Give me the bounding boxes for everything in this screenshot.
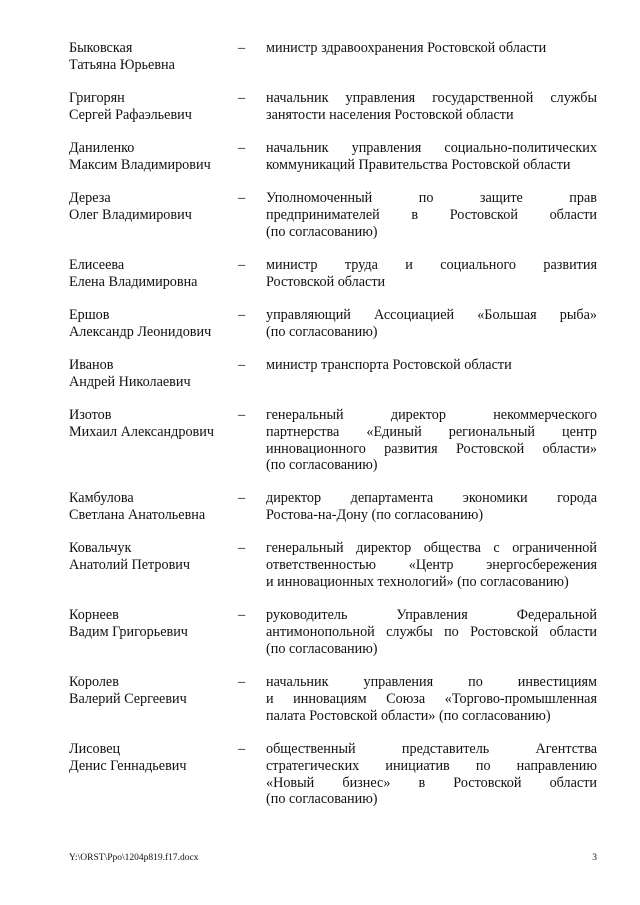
member-name <box>69 407 238 441</box>
member-role <box>266 140 597 174</box>
role-line: и инновационных технологий» (по согласованию) <box>266 573 569 590</box>
entry-dash: – <box>238 490 246 506</box>
role-line: руководитель Управления Федеральной <box>266 607 597 623</box>
role-line: палата Ростовской области» (по согласованию) <box>266 707 551 724</box>
entry-dash: – <box>238 674 246 690</box>
role-line: генеральный директор общества с ограниченной <box>266 540 597 556</box>
member-given-names: Андрей Николаевич <box>69 373 191 390</box>
member-given-names: Татьяна Юрьевна <box>69 56 175 73</box>
role-line: министр труда и социального развития <box>266 257 597 273</box>
member-surname: Ковальчук <box>69 540 132 556</box>
member-given-names: Денис Геннадьевич <box>69 757 187 774</box>
footer-file-path: Y:\ORST\Ppo\1204p819.f17.docx <box>69 853 199 863</box>
member-role <box>266 540 597 590</box>
member-given-names: Олег Владимирович <box>69 206 192 223</box>
entry-dash: – <box>238 407 246 423</box>
member-entry <box>69 90 597 124</box>
entry-dash: – <box>238 607 246 623</box>
role-line: (по согласованию) <box>266 640 378 657</box>
member-entry <box>69 140 597 174</box>
member-name <box>69 257 238 291</box>
role-line: инновационного развития Ростовской области» <box>266 440 597 457</box>
entry-dash: – <box>238 357 246 373</box>
role-line: министр транспорта Ростовской области <box>266 357 512 373</box>
member-entry <box>69 607 597 657</box>
member-surname: Лисовец <box>69 741 121 757</box>
role-line: начальник управления социально-политических <box>266 140 597 156</box>
member-entry <box>69 407 597 474</box>
member-role <box>266 407 597 474</box>
entry-dash: – <box>238 190 246 206</box>
role-line: и инновациям Союза «Торгово-промышленная <box>266 690 597 707</box>
role-line: Ростовской области <box>266 273 386 290</box>
role-line: начальник управления государственной службы <box>266 90 597 106</box>
page-footer <box>69 853 597 864</box>
member-role <box>266 40 597 57</box>
member-entry <box>69 190 597 240</box>
member-given-names: Светлана Анатольевна <box>69 506 206 523</box>
member-role <box>266 674 597 724</box>
member-entry <box>69 490 597 524</box>
member-name <box>69 607 238 641</box>
role-line: (по согласованию) <box>266 457 378 474</box>
role-line: коммуникаций Правительства Ростовской области <box>266 156 571 173</box>
member-given-names: Александр Леонидович <box>69 323 212 340</box>
role-line: ответственностью «Центр энергосбережения <box>266 556 597 573</box>
role-line: (по согласованию) <box>266 791 378 808</box>
member-role <box>266 607 597 657</box>
role-line: партнерства «Единый региональный центр <box>266 423 597 440</box>
role-line: Ростова-на-Дону (по согласованию) <box>266 506 484 523</box>
member-surname: Григорян <box>69 90 125 106</box>
entry-dash: – <box>238 257 246 273</box>
footer-page-number: 3 <box>592 853 597 863</box>
role-line: директор департамента экономики города <box>266 490 597 506</box>
member-name <box>69 307 238 341</box>
member-role <box>266 357 597 374</box>
role-line: начальник управления по инвестициям <box>266 674 597 690</box>
role-line: (по согласованию) <box>266 323 378 340</box>
member-role <box>266 307 597 341</box>
member-given-names: Сергей Рафаэльевич <box>69 106 192 123</box>
member-surname: Дереза <box>69 190 111 206</box>
member-name <box>69 540 238 574</box>
entry-dash: – <box>238 741 246 757</box>
member-surname: Елисеева <box>69 257 125 273</box>
entry-dash: – <box>238 140 246 156</box>
member-role <box>266 257 597 291</box>
member-surname: Королев <box>69 674 119 690</box>
member-name <box>69 90 238 124</box>
member-name <box>69 140 238 174</box>
role-line: генеральный директор некоммерческого <box>266 407 597 423</box>
member-name <box>69 40 238 74</box>
member-surname: Изотов <box>69 407 112 423</box>
role-line: общественный представитель Агентства <box>266 741 597 757</box>
role-line: (по согласованию) <box>266 223 378 240</box>
role-line: предпринимателей в Ростовской области <box>266 206 597 223</box>
role-line: антимонопольной службы по Ростовской области <box>266 623 597 640</box>
role-line: министр здравоохранения Ростовской области <box>266 40 547 56</box>
member-surname: Корнеев <box>69 607 119 623</box>
entry-dash: – <box>238 307 246 323</box>
role-line: занятости населения Ростовской области <box>266 106 514 123</box>
member-name <box>69 741 238 775</box>
entry-dash: – <box>238 40 246 56</box>
member-entry <box>69 40 597 74</box>
member-surname: Иванов <box>69 357 114 373</box>
member-surname: Быковская <box>69 40 133 56</box>
member-surname: Ершов <box>69 307 110 323</box>
member-given-names: Вадим Григорьевич <box>69 623 188 640</box>
member-surname: Камбулова <box>69 490 134 506</box>
member-given-names: Максим Владимирович <box>69 156 211 173</box>
role-line: управляющий Ассоциацией «Большая рыба» <box>266 307 597 323</box>
entry-dash: – <box>238 90 246 106</box>
entry-dash: – <box>238 540 246 556</box>
member-given-names: Валерий Сергеевич <box>69 690 187 707</box>
member-entry <box>69 307 597 341</box>
member-role <box>266 741 597 808</box>
member-role <box>266 490 597 524</box>
member-role <box>266 90 597 124</box>
member-name <box>69 357 238 391</box>
member-given-names: Елена Владимировна <box>69 273 198 290</box>
member-entry <box>69 540 597 590</box>
member-given-names: Михаил Александрович <box>69 423 214 440</box>
member-role <box>266 190 597 240</box>
role-line: «Новый бизнес» в Ростовской области <box>266 774 597 791</box>
member-entry <box>69 257 597 291</box>
member-entry <box>69 741 597 808</box>
member-name <box>69 674 238 708</box>
member-given-names: Анатолий Петрович <box>69 556 191 573</box>
member-name <box>69 190 238 224</box>
role-line: Уполномоченный по защите прав <box>266 190 597 206</box>
member-entry <box>69 674 597 724</box>
member-name <box>69 490 238 524</box>
member-surname: Даниленко <box>69 140 135 156</box>
member-entry <box>69 357 597 391</box>
role-line: стратегических инициатив по направлению <box>266 757 597 774</box>
